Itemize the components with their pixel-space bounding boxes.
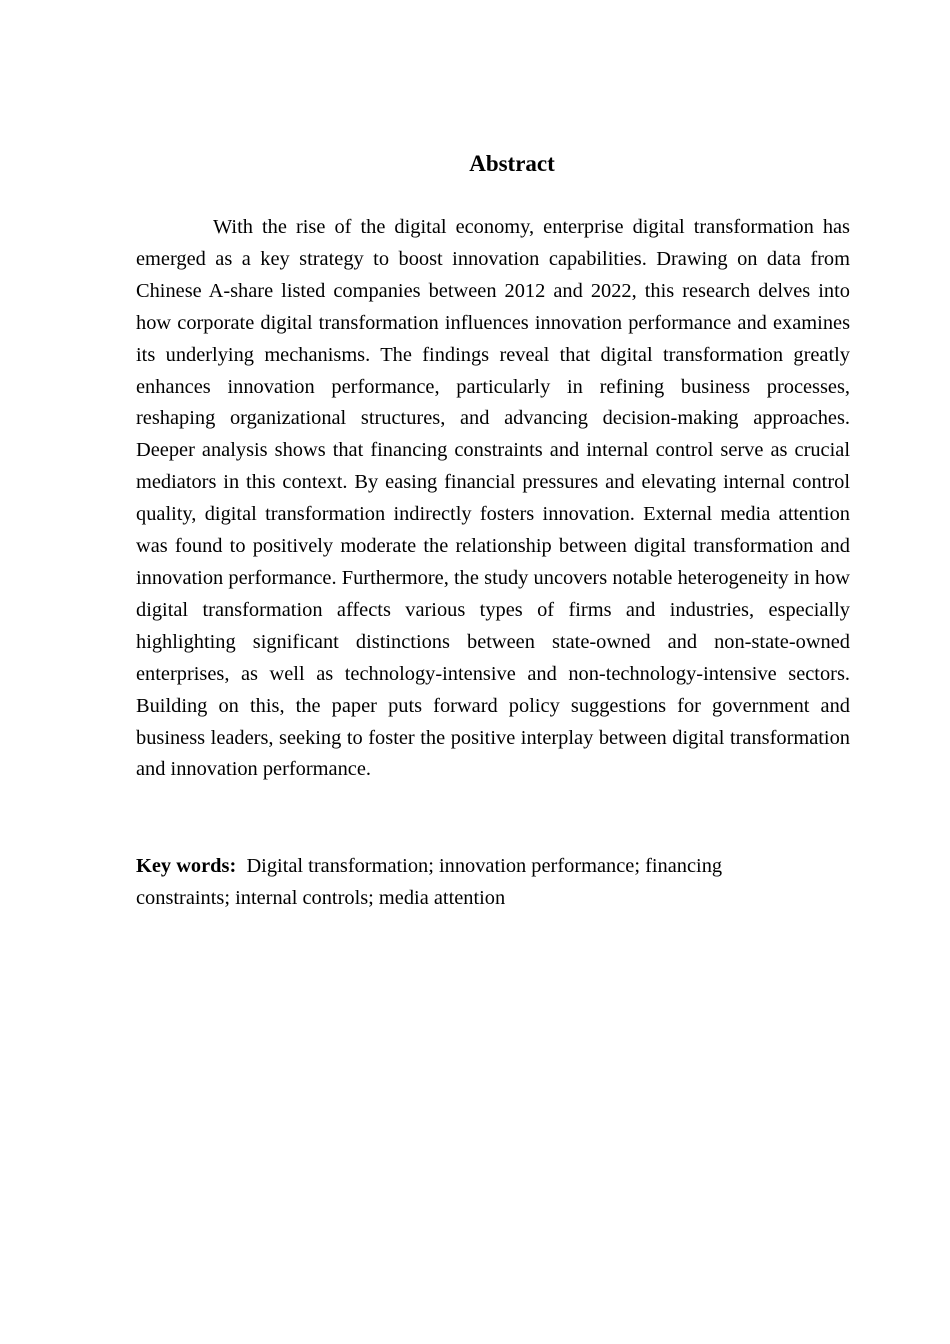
keywords-label: Key words: — [136, 855, 237, 877]
abstract-heading: Abstract — [469, 151, 555, 176]
keywords-text: Digital transformation; innovation performance; financing constraints; internal controls; media attention — [136, 855, 723, 909]
keywords-line — [136, 850, 796, 914]
abstract-paragraph: With the rise of the digital economy, enterprise digital transformation has emerged as a key strategy to boost innovation capabilities. Drawing on data from Chinese A-share listed companies between 2012 and 2022, this research delves into how corporate digital transformation influences innovation performance and examines its underlying mechanisms. The findings reveal that digital transformation greatly enhances innovation performance, particularly in refining business processes, reshaping organizational structures, and advancing decision-making approaches. Deeper analysis shows that financing constraints and internal control serve as crucial mediators in this context. By easing financial pressures and elevating internal control quality, digital transformation indirectly fosters innovation. External media attention was found to positively moderate the relationship between digital transformation and innovation performance. Furthermore, the study uncovers notable heterogeneity in how digital transformation affects various types of firms and industries, especially highlighting significant distinctions between state-owned and non-state-owned enterprises, as well as technology-intensive and non-technology-intensive sectors. Building on this, the paper puts forward policy suggestions for government and business leaders, seeking to foster the positive interplay between digital transformation and innovation performance. — [136, 216, 850, 781]
